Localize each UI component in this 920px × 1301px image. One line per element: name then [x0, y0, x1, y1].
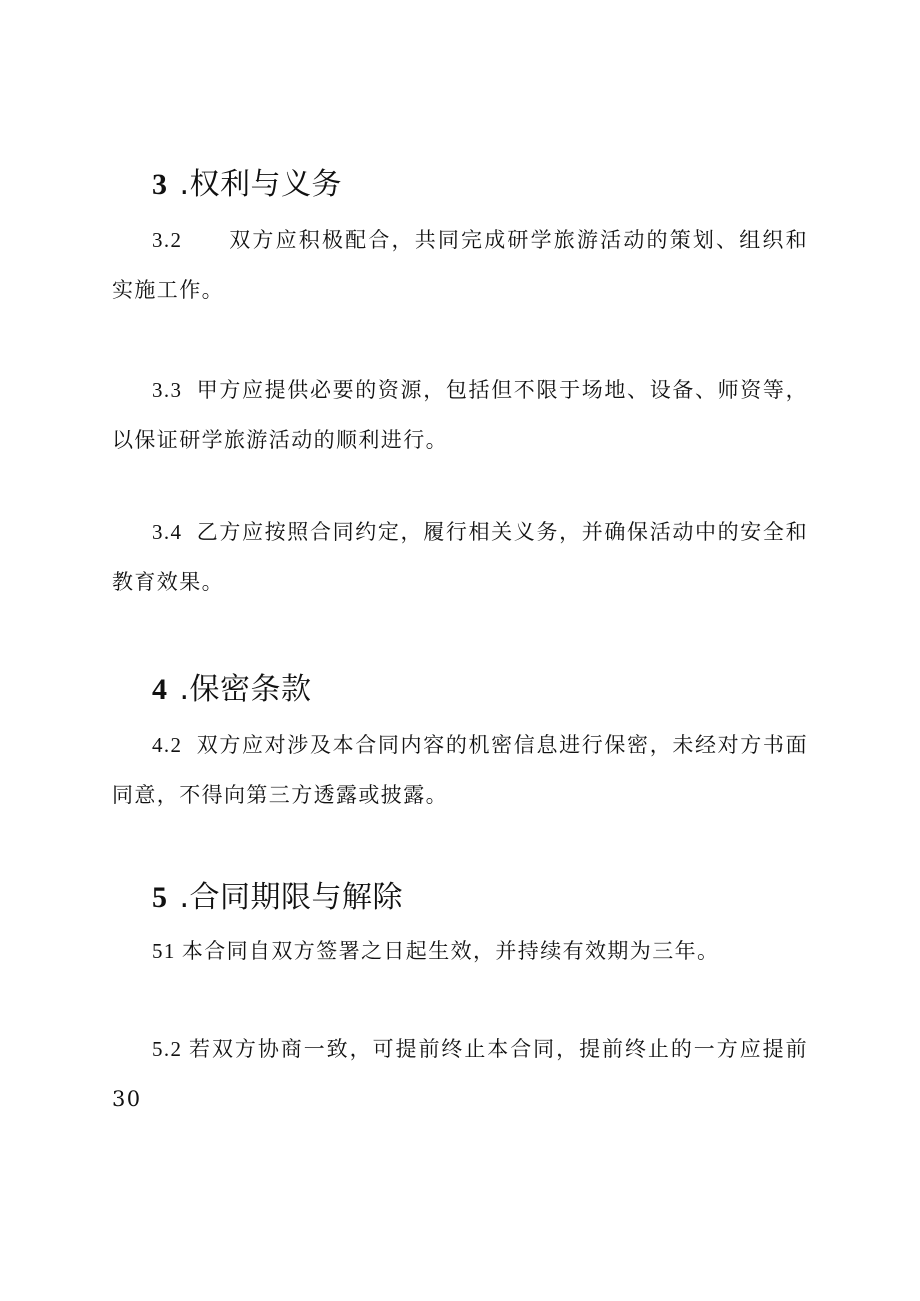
section-title: .合同期限与解除	[179, 880, 404, 915]
clause-5-2	[112, 1024, 808, 1124]
clause-number: 3.2	[152, 228, 183, 252]
clause-number: 3.3	[152, 378, 183, 402]
clause-text: 本合同自双方签署之日起生效，并持续有效期为三年。	[181, 939, 720, 963]
clause-text: 乙方应按照合同约定，履行相关义务，并确保活动中的安全和教育效果。	[112, 520, 808, 594]
section-title: .权利与义务	[179, 167, 343, 202]
section-number: 4	[152, 673, 168, 706]
clause-text: 双方应积极配合，共同完成研学旅游活动的策划、组织和实施工作。	[112, 228, 808, 302]
section-number: 5	[152, 881, 168, 914]
section-number: 3	[152, 168, 168, 201]
clause-number: 51	[152, 939, 176, 963]
section-title: .保密条款	[179, 672, 312, 707]
clause-3-3	[112, 365, 808, 465]
clause-text: 若双方协商一致，可提前终止本合同，提前终止的一方应提前30	[112, 1037, 808, 1111]
clause-number: 4.2	[152, 733, 183, 757]
clause-3-2	[112, 215, 808, 315]
clause-5-1	[112, 926, 808, 976]
clause-3-4	[112, 507, 808, 607]
section-heading-3	[152, 167, 342, 203]
clause-number: 3.4	[152, 520, 183, 544]
clause-number: 5.2	[152, 1037, 183, 1061]
section-heading-5	[152, 880, 403, 916]
clause-4-2	[112, 720, 808, 820]
section-heading-4	[152, 672, 312, 708]
clause-text: 甲方应提供必要的资源，包括但不限于场地、设备、师资等，以保证研学旅游活动的顺利进行。	[112, 378, 808, 452]
clause-text: 双方应对涉及本合同内容的机密信息进行保密，未经对方书面同意，不得向第三方透露或披露。	[112, 733, 808, 807]
